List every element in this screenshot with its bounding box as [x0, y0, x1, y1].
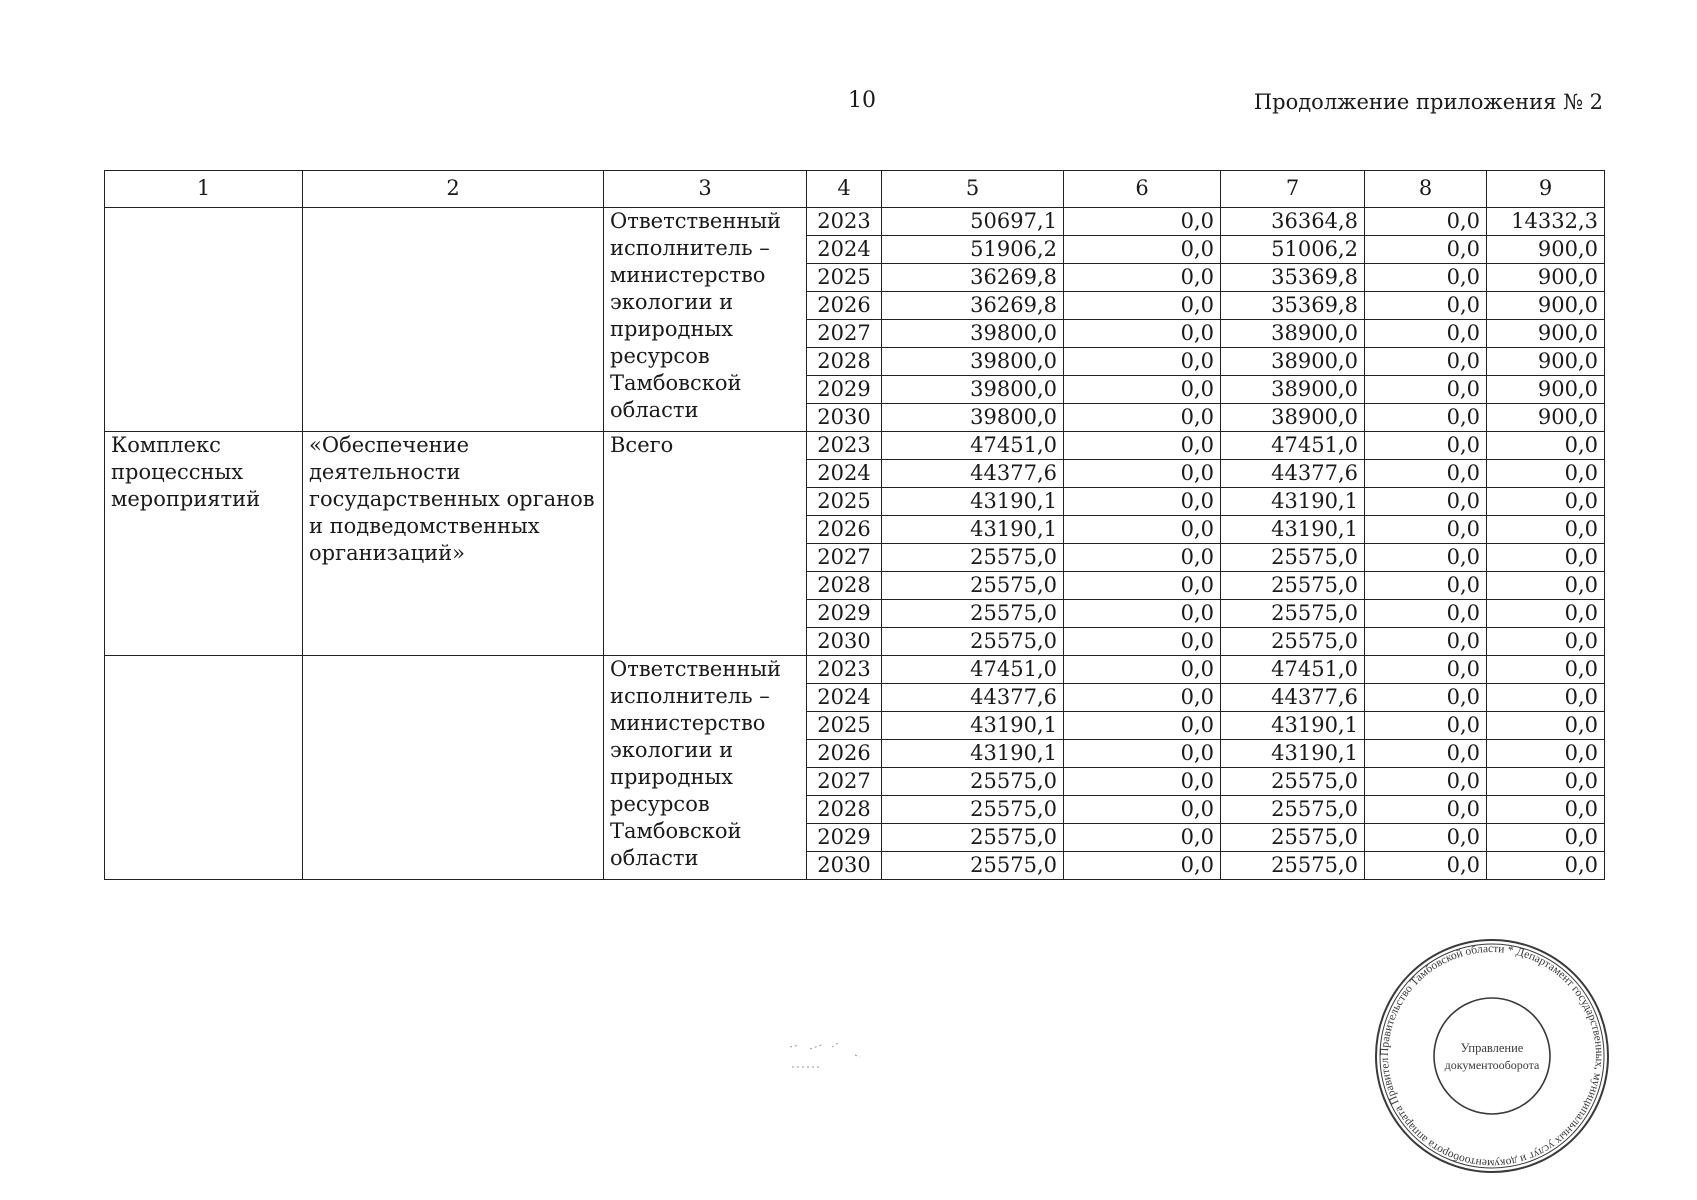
year-cell: 2024: [807, 460, 882, 488]
scan-smudge: [780, 1035, 910, 1075]
year-cell: 2027: [807, 320, 882, 348]
value-cell: 36364,8: [1221, 208, 1365, 236]
year-cell: 2025: [807, 264, 882, 292]
value-cell: 0,0: [1487, 712, 1605, 740]
value-cell: 25575,0: [882, 544, 1064, 572]
year-cell: 2025: [807, 488, 882, 516]
year-cell: 2025: [807, 712, 882, 740]
value-cell: 0,0: [1365, 852, 1487, 880]
value-cell: 0,0: [1365, 348, 1487, 376]
stamp-outer-ring: [1376, 940, 1608, 1172]
value-cell: 0,0: [1064, 572, 1221, 600]
year-cell: 2028: [807, 796, 882, 824]
table-row: [105, 432, 1605, 460]
year-cell: 2024: [807, 236, 882, 264]
value-cell: 43190,1: [882, 516, 1064, 544]
value-cell: 38900,0: [1221, 404, 1365, 432]
value-cell: 0,0: [1365, 768, 1487, 796]
value-cell: 35369,8: [1221, 292, 1365, 320]
value-cell: 0,0: [1064, 768, 1221, 796]
value-cell: 0,0: [1487, 600, 1605, 628]
value-cell: 0,0: [1487, 460, 1605, 488]
value-cell: 900,0: [1487, 348, 1605, 376]
year-cell: 2029: [807, 824, 882, 852]
value-cell: 0,0: [1365, 292, 1487, 320]
value-cell: 25575,0: [1221, 572, 1365, 600]
value-cell: 0,0: [1365, 404, 1487, 432]
value-cell: 25575,0: [882, 572, 1064, 600]
value-cell: 0,0: [1064, 852, 1221, 880]
value-cell: 0,0: [1365, 488, 1487, 516]
value-cell: 0,0: [1064, 628, 1221, 656]
value-cell: 0,0: [1064, 376, 1221, 404]
year-cell: 2030: [807, 852, 882, 880]
year-cell: 2028: [807, 572, 882, 600]
value-cell: 0,0: [1064, 684, 1221, 712]
value-cell: 38900,0: [1221, 376, 1365, 404]
value-cell: 900,0: [1487, 320, 1605, 348]
value-cell: 43190,1: [882, 488, 1064, 516]
value-cell: 0,0: [1365, 628, 1487, 656]
value-cell: 0,0: [1487, 768, 1605, 796]
value-cell: 0,0: [1487, 544, 1605, 572]
value-cell: 0,0: [1365, 572, 1487, 600]
group-col2-cell: [303, 656, 604, 880]
value-cell: 39800,0: [882, 348, 1064, 376]
value-cell: 38900,0: [1221, 320, 1365, 348]
year-cell: 2023: [807, 656, 882, 684]
value-cell: 25575,0: [882, 796, 1064, 824]
value-cell: 44377,6: [882, 684, 1064, 712]
value-cell: 0,0: [1064, 320, 1221, 348]
group-col1-cell: [105, 656, 303, 880]
value-cell: 43190,1: [1221, 516, 1365, 544]
group-col3-cell: Ответственный исполнитель – министерство экологии и природных ресурсов Тамбовской области: [604, 208, 807, 432]
value-cell: 0,0: [1487, 852, 1605, 880]
value-cell: 0,0: [1064, 656, 1221, 684]
value-cell: 36269,8: [882, 264, 1064, 292]
year-cell: 2030: [807, 628, 882, 656]
value-cell: 0,0: [1487, 432, 1605, 460]
table-row: [105, 656, 1605, 684]
value-cell: 900,0: [1487, 376, 1605, 404]
value-cell: 0,0: [1365, 740, 1487, 768]
value-cell: 39800,0: [882, 376, 1064, 404]
value-cell: 0,0: [1365, 264, 1487, 292]
value-cell: 0,0: [1365, 684, 1487, 712]
value-cell: 47451,0: [882, 656, 1064, 684]
value-cell: 25575,0: [882, 768, 1064, 796]
value-cell: 0,0: [1487, 628, 1605, 656]
year-cell: 2029: [807, 600, 882, 628]
value-cell: 0,0: [1365, 656, 1487, 684]
value-cell: 0,0: [1487, 796, 1605, 824]
stamp-center-line2: документооборота: [1444, 1058, 1540, 1072]
value-cell: 39800,0: [882, 320, 1064, 348]
value-cell: 0,0: [1064, 292, 1221, 320]
table-row: [105, 208, 1605, 236]
column-header: 3: [604, 171, 807, 208]
value-cell: 44377,6: [1221, 460, 1365, 488]
value-cell: 38900,0: [1221, 348, 1365, 376]
appendix-note: Продолжение приложения № 2: [1253, 90, 1603, 114]
value-cell: 25575,0: [1221, 628, 1365, 656]
group-col1-cell: Комплекс процессных мероприятий: [105, 432, 303, 656]
stamp-center-line1: Управление: [1460, 1041, 1524, 1055]
year-cell: 2030: [807, 404, 882, 432]
value-cell: 0,0: [1064, 264, 1221, 292]
value-cell: 900,0: [1487, 292, 1605, 320]
table-header-row: [105, 171, 1605, 208]
year-cell: 2023: [807, 432, 882, 460]
value-cell: 47451,0: [882, 432, 1064, 460]
value-cell: 25575,0: [1221, 796, 1365, 824]
column-header: 1: [105, 171, 303, 208]
value-cell: 25575,0: [882, 600, 1064, 628]
value-cell: 25575,0: [1221, 768, 1365, 796]
value-cell: 51006,2: [1221, 236, 1365, 264]
value-cell: 900,0: [1487, 236, 1605, 264]
value-cell: 25575,0: [1221, 852, 1365, 880]
value-cell: 0,0: [1365, 824, 1487, 852]
year-cell: 2026: [807, 516, 882, 544]
value-cell: 0,0: [1487, 572, 1605, 600]
year-cell: 2024: [807, 684, 882, 712]
budget-table: [104, 170, 1605, 880]
value-cell: 36269,8: [882, 292, 1064, 320]
value-cell: 0,0: [1064, 460, 1221, 488]
year-cell: 2023: [807, 208, 882, 236]
table-body: [105, 208, 1605, 880]
value-cell: 0,0: [1064, 404, 1221, 432]
value-cell: 44377,6: [1221, 684, 1365, 712]
group-col3-cell: Всего: [604, 432, 807, 656]
year-cell: 2028: [807, 348, 882, 376]
group-col3-cell: Ответственный исполнитель – министерство экологии и природных ресурсов Тамбовской области: [604, 656, 807, 880]
column-header: 5: [882, 171, 1064, 208]
value-cell: 0,0: [1365, 712, 1487, 740]
group-col1-cell: [105, 208, 303, 432]
value-cell: 0,0: [1064, 348, 1221, 376]
column-header: 4: [807, 171, 882, 208]
group-col2-cell: [303, 208, 604, 432]
value-cell: 0,0: [1064, 740, 1221, 768]
year-cell: 2029: [807, 376, 882, 404]
column-header: 7: [1221, 171, 1365, 208]
value-cell: 43190,1: [882, 712, 1064, 740]
value-cell: 43190,1: [1221, 740, 1365, 768]
value-cell: 50697,1: [882, 208, 1064, 236]
value-cell: 0,0: [1064, 796, 1221, 824]
value-cell: 0,0: [1365, 544, 1487, 572]
value-cell: 0,0: [1064, 516, 1221, 544]
value-cell: 25575,0: [882, 628, 1064, 656]
value-cell: 25575,0: [882, 852, 1064, 880]
column-header: 6: [1064, 171, 1221, 208]
value-cell: 0,0: [1487, 824, 1605, 852]
value-cell: 14332,3: [1487, 208, 1605, 236]
group-col2-cell: «Обеспечение деятельности государственных органов и подведомственных организаций»: [303, 432, 604, 656]
value-cell: 43190,1: [882, 740, 1064, 768]
value-cell: 47451,0: [1221, 432, 1365, 460]
value-cell: 0,0: [1365, 208, 1487, 236]
value-cell: 0,0: [1487, 656, 1605, 684]
value-cell: 0,0: [1365, 432, 1487, 460]
value-cell: 900,0: [1487, 264, 1605, 292]
value-cell: 43190,1: [1221, 488, 1365, 516]
value-cell: 0,0: [1064, 236, 1221, 264]
value-cell: 25575,0: [1221, 824, 1365, 852]
value-cell: 0,0: [1064, 544, 1221, 572]
value-cell: 0,0: [1365, 516, 1487, 544]
value-cell: 0,0: [1487, 740, 1605, 768]
value-cell: 39800,0: [882, 404, 1064, 432]
column-header: 8: [1365, 171, 1487, 208]
page-number: 10: [848, 88, 876, 113]
value-cell: 44377,6: [882, 460, 1064, 488]
value-cell: 0,0: [1064, 824, 1221, 852]
value-cell: 0,0: [1064, 712, 1221, 740]
value-cell: 0,0: [1064, 488, 1221, 516]
value-cell: 0,0: [1064, 432, 1221, 460]
value-cell: 0,0: [1365, 320, 1487, 348]
stamp-inner-ring: [1434, 998, 1550, 1114]
value-cell: 25575,0: [1221, 600, 1365, 628]
year-cell: 2026: [807, 740, 882, 768]
value-cell: 25575,0: [1221, 544, 1365, 572]
year-cell: 2027: [807, 544, 882, 572]
value-cell: 0,0: [1365, 600, 1487, 628]
value-cell: 0,0: [1487, 516, 1605, 544]
year-cell: 2027: [807, 768, 882, 796]
column-header: 2: [303, 171, 604, 208]
value-cell: 51906,2: [882, 236, 1064, 264]
value-cell: 35369,8: [1221, 264, 1365, 292]
year-cell: 2026: [807, 292, 882, 320]
value-cell: 900,0: [1487, 404, 1605, 432]
column-header: 9: [1487, 171, 1605, 208]
stamp-circular-text: Правительство Тамбовской области * Департамент государственных, муниципальных услуг и документооборота аппарата Правител: [1378, 942, 1606, 1170]
value-cell: 0,0: [1365, 236, 1487, 264]
value-cell: 0,0: [1487, 488, 1605, 516]
value-cell: 43190,1: [1221, 712, 1365, 740]
value-cell: 0,0: [1365, 460, 1487, 488]
value-cell: 0,0: [1365, 796, 1487, 824]
value-cell: 0,0: [1064, 208, 1221, 236]
value-cell: 0,0: [1365, 376, 1487, 404]
official-stamp: [1372, 936, 1612, 1176]
value-cell: 25575,0: [882, 824, 1064, 852]
value-cell: 0,0: [1064, 600, 1221, 628]
value-cell: 47451,0: [1221, 656, 1365, 684]
value-cell: 0,0: [1487, 684, 1605, 712]
